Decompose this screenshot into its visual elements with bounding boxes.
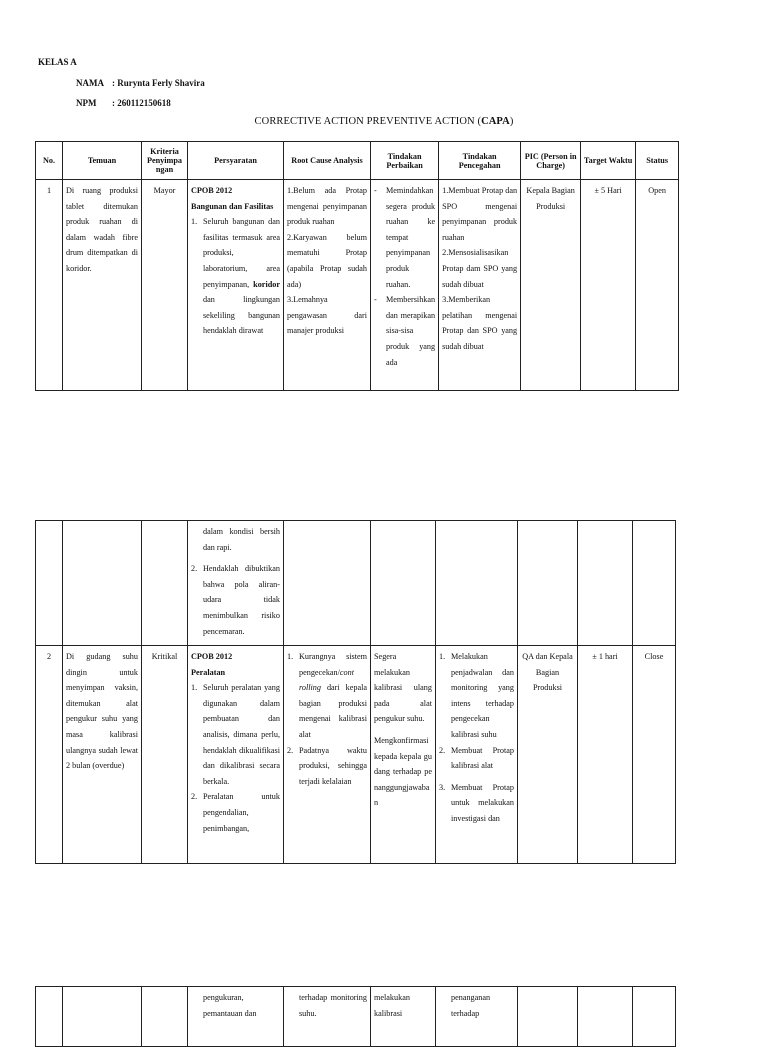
row-2-perb-cont: melakukan kalibrasi	[371, 987, 436, 1047]
list-number: 2.	[191, 792, 198, 802]
row-2-pencegahan	[436, 646, 518, 864]
row-2-pen-cont: penanganan terhadap	[436, 987, 518, 1047]
row-1-rc-3: 3.Lemahnya pengawasan dari manajer produksi	[287, 295, 367, 336]
bullet-dash: -	[374, 186, 377, 195]
empty-cell	[36, 987, 63, 1047]
empty-cell	[371, 521, 436, 646]
col-perbaikan: Tindakan Perbaikan	[371, 142, 439, 180]
name-value: : Rurynta Ferly Shavira	[112, 78, 205, 88]
row-1-perbaikan	[371, 180, 439, 391]
row-1-pers-item-1-b: dan lingkungan sekeliling bangunan hendaklah dirawat	[203, 295, 280, 336]
row-1-status: Open	[636, 180, 679, 391]
empty-cell	[633, 521, 676, 646]
row-2-temuan: Di gudang suhu dingin untuk menyimpan vaksin, ditemukan alat pengukur suhu yang masa kalibrasi ulangnya sudah lewat 2 bulan (overdue)	[63, 646, 142, 864]
list-number: 2.	[191, 564, 198, 574]
col-status: Status	[636, 142, 679, 180]
row-2-kriteria: Kritikal	[142, 646, 188, 864]
empty-cell	[633, 987, 676, 1047]
list-item	[287, 743, 367, 790]
npm-value: : 260112150618	[112, 98, 171, 108]
row-2-pers-title: CPOB 2012	[191, 652, 233, 661]
row-2-pers-sub: Peralatan	[191, 667, 226, 677]
capa-table-part-2	[35, 520, 676, 864]
list-number: 1.	[287, 652, 294, 661]
col-pencegahan: Tindakan Pencegahan	[439, 142, 521, 180]
row-1-pers-item-1-bold: koridor	[253, 279, 280, 289]
row-1-pic: Kepala Bagian Produksi	[521, 180, 581, 391]
capa-table-part-3	[35, 986, 676, 1047]
row-2-status: Close	[633, 646, 676, 864]
row-1-temuan: Di ruang produksi tablet ditemukan produk ruahan di dalam wadah fibre drum ditempatkan di koridor.	[63, 180, 142, 391]
row-1-rc-2: 2.Karyawan belum mematuhi Protap (apabila Protap sudah ada)	[287, 232, 367, 289]
bullet-dash: -	[374, 295, 377, 305]
list-number: 1.	[439, 652, 446, 661]
list-item	[191, 680, 280, 789]
list-number: 2.	[287, 745, 294, 755]
list-item	[374, 292, 435, 370]
row-1-persyaratan-cont	[188, 521, 284, 646]
list-item	[191, 214, 280, 339]
col-no: No.	[36, 142, 63, 180]
list-number: 1.	[191, 217, 198, 227]
row-2-pen-1: Melakukan penjadwalan dan monitoring yang intens terhadap pengecekan kalibrasi suhu	[451, 652, 514, 739]
col-root-cause: Root Cause Analysis	[284, 142, 371, 180]
empty-cell	[63, 987, 142, 1047]
row-2-rc-1-a: Kurangnya sistem pengecekan/	[299, 652, 367, 677]
row-2-pers-cont: pengukuran, pemantauan dan	[188, 987, 284, 1047]
row-1-perb-1: Memindahkan segera produk ruahan ke tempat penyimpanan produk ruahan.	[386, 186, 436, 289]
row-1-pencegahan	[439, 180, 521, 391]
class-label: KELAS A	[38, 57, 77, 67]
table-row	[36, 521, 676, 646]
col-target: Target Waktu	[581, 142, 636, 180]
empty-cell	[63, 521, 142, 646]
list-item	[439, 649, 514, 743]
row-2-rc-2: Padatnya waktu produksi, sehingga terjadi kelalaian	[299, 745, 367, 786]
list-number: 2.	[439, 745, 446, 755]
row-1-persyaratan	[188, 180, 284, 391]
row-2-perb-2: Mengkonfirmasi kepada kepala gudang terhadap penanggungjawaban	[374, 735, 432, 808]
row-2-no: 2	[36, 646, 63, 864]
table-row	[36, 987, 676, 1047]
list-item	[439, 780, 514, 827]
table-header-row	[36, 142, 679, 180]
row-1-pen-2: 2.Mensosialisasikan Protap dam SPO yang sudah dibuat	[442, 248, 518, 289]
list-item	[287, 649, 367, 743]
capa-table-part-1	[35, 141, 679, 391]
row-1-pers-item-2: Hendaklah dibuktikan bahwa pola aliran-udara tidak menimbulkan risiko pencemaran.	[203, 564, 280, 636]
row-1-no: 1	[36, 180, 63, 391]
row-2-pic: QA dan Kepala Bagian Produksi	[518, 646, 578, 864]
empty-cell	[284, 521, 371, 646]
col-temuan: Temuan	[63, 142, 142, 180]
empty-cell	[436, 521, 518, 646]
row-1-pen-3: 3.Memberikan pelatihan mengenai Protap dan SPO yang sudah dibuat	[442, 295, 518, 351]
list-number: 1.	[191, 683, 198, 693]
row-1-target: ± 5 Hari	[581, 180, 636, 391]
list-item	[439, 743, 514, 774]
document-title: CORRECTIVE ACTION PREVENTIVE ACTION (CAPA)	[254, 116, 514, 127]
row-2-persyaratan	[188, 646, 284, 864]
col-persyaratan: Persyaratan	[188, 142, 284, 180]
row-2-rc-1-b: dari kepala bagian produksi mengenai kalibrasi alat	[299, 683, 367, 739]
empty-cell	[518, 987, 578, 1047]
row-1-root-cause	[284, 180, 371, 391]
row-1-pers-sub: Bangunan dan Fasilitas	[191, 201, 274, 211]
row-2-rc-1-italic: cont rolling	[299, 667, 355, 693]
empty-cell	[578, 987, 633, 1047]
name-label: NAMA	[76, 78, 104, 88]
row-1-rc-1: 1.Belum ada Protap mengenai penyimpanan produk ruahan	[287, 186, 367, 227]
row-2-pers-item-2: Peralatan untuk pengendalian, penimbangan,	[203, 792, 280, 833]
row-1-pers-title: CPOB 2012	[191, 186, 233, 195]
col-kriteria: Kriteria Penyimpa ngan	[142, 142, 188, 180]
list-number: 3.	[439, 782, 446, 792]
row-1-pers-item-1-a: Seluruh bangunan dan fasilitas termasuk area produksi, laboratorium, area penyimpanan,	[203, 217, 280, 289]
empty-cell	[518, 521, 578, 646]
list-item	[374, 183, 435, 292]
row-2-pen-3: Membuat Protap untuk melakukan investigasi dan	[451, 782, 514, 823]
table-row	[36, 180, 679, 391]
empty-cell	[142, 987, 188, 1047]
empty-cell	[578, 521, 633, 646]
list-item	[191, 561, 280, 639]
row-1-pen-1: 1.Membuat Protap dan SPO mengenai penyimpanan produk ruahan	[442, 186, 518, 242]
row-2-perb-1: Segera melakukan kalibrasi ulang pada alat pengukur suhu.	[374, 652, 432, 724]
row-2-pen-2: Membuat Protap kalibrasi alat	[451, 745, 514, 771]
npm-label: NPM	[76, 98, 97, 108]
row-2-pers-item-1: Seluruh peralatan yang digunakan dalam pembuatan dan analisis, dimana perlu, hendaklah dikualifikasi dan dikalibrasi secara berkala.	[203, 683, 280, 786]
row-1-pers-cont: dalam kondisi bersih dan rapi.	[203, 527, 280, 552]
empty-cell	[142, 521, 188, 646]
row-2-rc-cont: terhadap monitoring suhu.	[284, 987, 371, 1047]
row-1-kriteria: Mayor	[142, 180, 188, 391]
row-2-root-cause	[284, 646, 371, 864]
row-2-target: ± 1 hari	[578, 646, 633, 864]
col-pic: PIC (Person in Charge)	[521, 142, 581, 180]
row-1-perb-2: Membersihkan dan merapikan sisa-sisa produk yang ada	[386, 295, 436, 367]
row-2-perbaikan	[371, 646, 436, 864]
table-row	[36, 646, 676, 864]
list-item	[191, 789, 280, 836]
empty-cell	[36, 521, 63, 646]
